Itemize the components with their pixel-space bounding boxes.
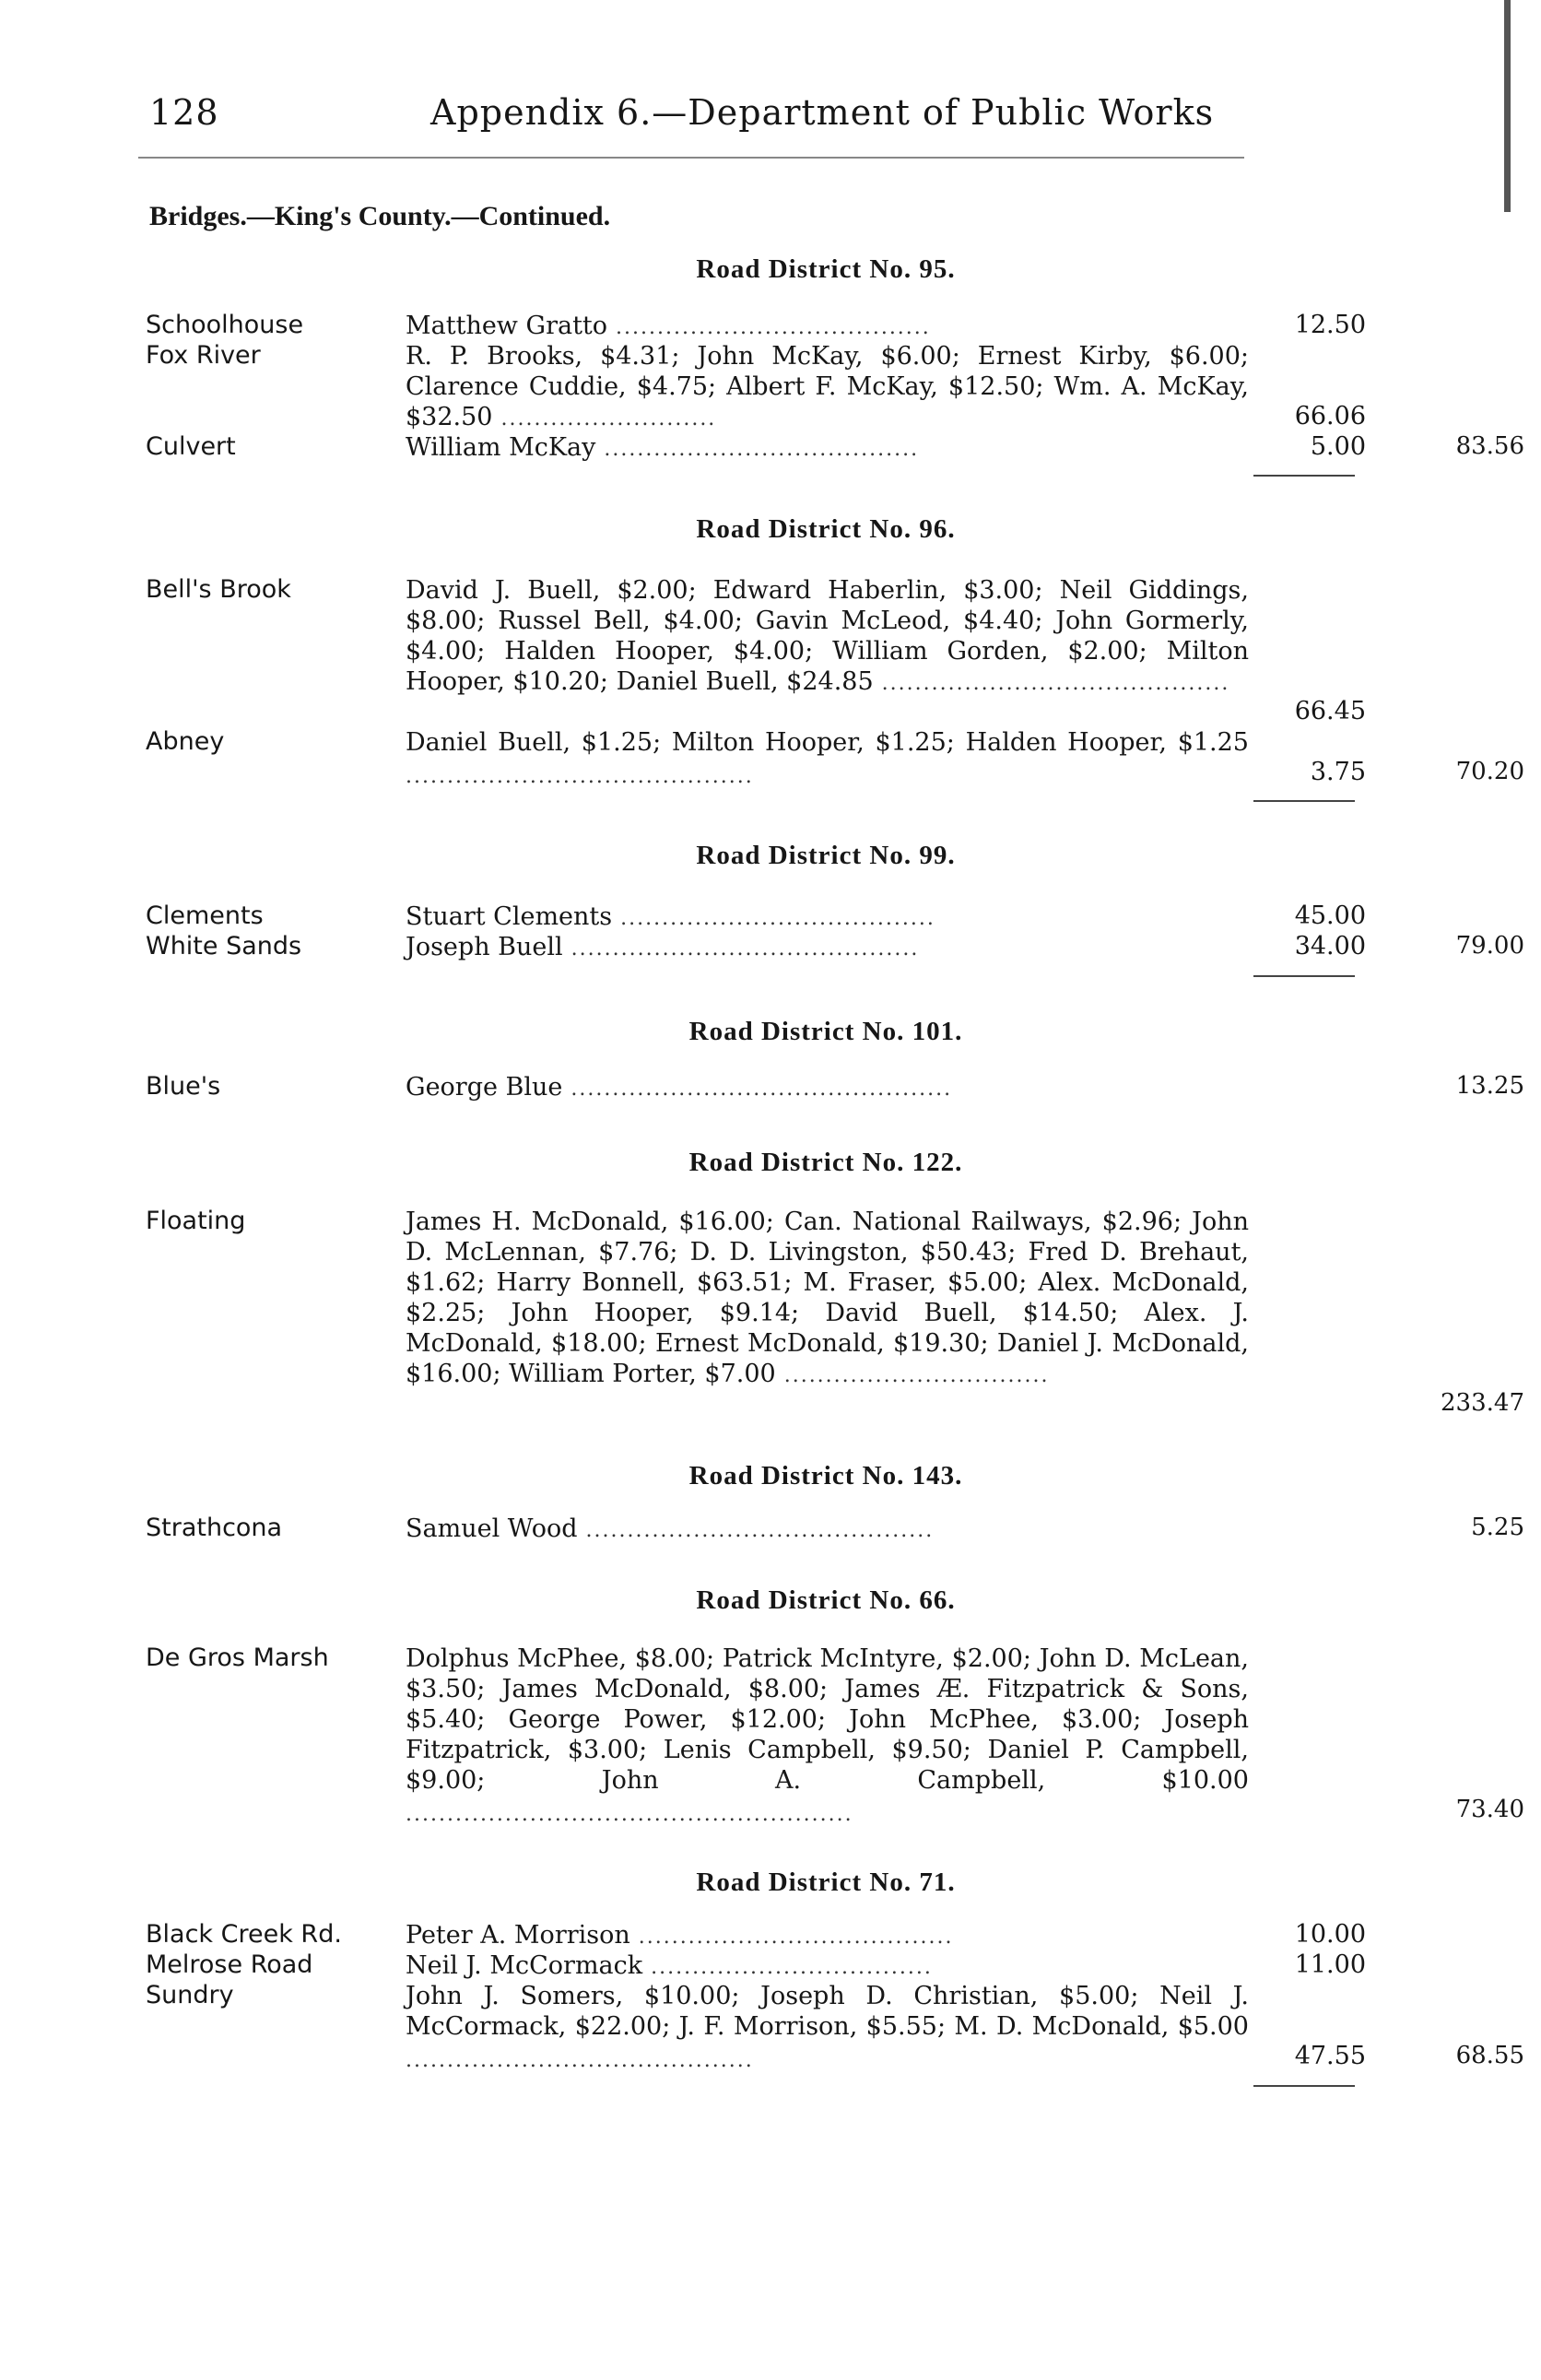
district-heading bbox=[0, 1148, 1541, 1178]
district-title: Road District No. 99. bbox=[696, 841, 956, 870]
dot-leader: .......................................... bbox=[873, 672, 1230, 695]
entry-payee bbox=[406, 1950, 1249, 1983]
entry-payee bbox=[406, 1920, 1249, 1952]
district-total: 70.20 bbox=[1455, 758, 1524, 785]
payee-text: Samuel Wood bbox=[406, 1514, 578, 1543]
entry-amount: 34.00 bbox=[1294, 932, 1366, 960]
entry-place: Floating bbox=[146, 1207, 246, 1235]
dot-leader: .......................................... bbox=[406, 765, 754, 788]
entry-amount: 12.50 bbox=[1294, 311, 1366, 339]
district-title: Road District No. 101. bbox=[688, 1017, 963, 1046]
payee-text: Dolphus McPhee, $8.00; Patrick McIntyre, $2.00; John D. McLean, $3.50; James McDonald, $8.00; James Æ. Fitzpatrick & Sons, $5.40; George Power, $12.00; John McPhee, $3.00; Joseph Fitzpatrick, $3.00; Lenis Campbell, $9.50; Daniel P. Campbell, $9.00; John A. Campbell, $10.00 bbox=[406, 1644, 1249, 1795]
entry-amount: 66.06 bbox=[1294, 402, 1366, 430]
payee-text: John J. Somers, $10.00; Joseph D. Christian, $5.00; Neil J. McCormack, $22.00; J. F. Morrison, $5.55; M. D. McDonald, $5.00 bbox=[406, 1982, 1249, 2041]
payee-text: Matthew Gratto bbox=[406, 312, 608, 340]
entry-payee bbox=[406, 1981, 1249, 2076]
payee-text: Neil J. McCormack bbox=[406, 1951, 643, 1980]
district-heading bbox=[0, 1461, 1541, 1491]
dot-leader: .......................................... bbox=[406, 2049, 754, 2072]
sum-rule bbox=[1253, 2085, 1355, 2087]
section-title: Bridges.—King's County.—Continued. bbox=[149, 201, 611, 231]
entry-amount: 45.00 bbox=[1294, 901, 1366, 930]
district-total: 83.56 bbox=[1455, 432, 1524, 460]
entry-payee bbox=[406, 341, 1249, 434]
dot-leader: .......................... bbox=[492, 407, 717, 430]
payee-text: Joseph Buell bbox=[406, 933, 563, 961]
entry-payee bbox=[406, 727, 1249, 792]
payee-text: James H. McDonald, $16.00; Can. National Railways, $2.96; John D. McLennan, $7.76; D. D. Livingston, $50.43; Fred D. Brehaut, $1.62; Harry Bonnell, $63.51; M. Fraser, $5.00; Alex. McDonald, $2.25; John Hooper, $9.14; David Buell, $14.50; Alex. J. McDonald, $18.00; Ernest McDonald, $19.30; Daniel J. McDonald, $16.00; William Porter, $7.00 bbox=[406, 1208, 1249, 1388]
dot-leader: ...................................... bbox=[629, 1926, 954, 1949]
entry-place: Melrose Road bbox=[146, 1950, 313, 1979]
entry-place: Bell's Brook bbox=[146, 575, 291, 604]
entry-place: Clements bbox=[146, 901, 264, 930]
district-heading bbox=[0, 1017, 1541, 1047]
dot-leader: ...................................... bbox=[595, 438, 920, 461]
district-total: 73.40 bbox=[1455, 1796, 1524, 1823]
sum-rule bbox=[1253, 475, 1355, 477]
entry-payee bbox=[406, 575, 1249, 699]
entry-amount: 5.00 bbox=[1310, 432, 1366, 461]
district-total: 233.47 bbox=[1441, 1389, 1524, 1417]
entry-place: Blue's bbox=[146, 1072, 221, 1101]
header-rule bbox=[138, 157, 1244, 159]
dot-leader: ...................................... bbox=[607, 316, 931, 339]
entry-place: Fox River bbox=[146, 341, 261, 370]
page-number: 128 bbox=[149, 92, 219, 133]
district-total: 13.25 bbox=[1455, 1072, 1524, 1100]
entry-payee bbox=[406, 311, 1249, 343]
entry-payee bbox=[406, 1514, 1249, 1546]
page-title: Appendix 6.—Department of Public Works bbox=[430, 92, 1215, 133]
district-heading bbox=[0, 514, 1541, 545]
district-heading bbox=[0, 254, 1541, 285]
entry-place: White Sands bbox=[146, 932, 302, 960]
dot-leader: .............................................. bbox=[562, 1078, 953, 1101]
district-title: Road District No. 95. bbox=[696, 254, 956, 284]
dot-leader: .......................................... bbox=[562, 937, 920, 960]
entry-payee bbox=[406, 1644, 1249, 1830]
entry-amount: 3.75 bbox=[1310, 758, 1366, 786]
dot-leader: .................................. bbox=[642, 1956, 933, 1979]
entry-payee bbox=[406, 932, 1249, 964]
entry-payee bbox=[406, 1072, 1249, 1104]
district-title: Road District No. 143. bbox=[688, 1461, 963, 1490]
district-title: Road District No. 122. bbox=[688, 1148, 963, 1177]
entry-place: Strathcona bbox=[146, 1514, 283, 1542]
district-title: Road District No. 96. bbox=[696, 514, 956, 544]
entry-amount: 10.00 bbox=[1294, 1920, 1366, 1949]
entry-place: Abney bbox=[146, 727, 225, 756]
dot-leader: ...................................... bbox=[612, 907, 935, 930]
entry-place: Black Creek Rd. bbox=[146, 1920, 342, 1949]
payee-text: Daniel Buell, $1.25; Milton Hooper, $1.25; Halden Hooper, $1.25 bbox=[406, 728, 1249, 757]
payee-text: George Blue bbox=[406, 1073, 563, 1102]
entry-payee bbox=[406, 901, 1249, 934]
scan-edge-shadow bbox=[1504, 0, 1511, 212]
district-total: 68.55 bbox=[1455, 2042, 1524, 2069]
district-heading bbox=[0, 1585, 1541, 1616]
payee-text: R. P. Brooks, $4.31; John McKay, $6.00; Ernest Kirby, $6.00; Clarence Cuddie, $4.75; Albert F. McKay, $12.50; Wm. A. McKay, $32.50 bbox=[406, 342, 1249, 431]
entry-place: Sundry bbox=[146, 1981, 234, 2009]
entry-place: Culvert bbox=[146, 432, 236, 461]
entry-amount: 66.45 bbox=[1294, 697, 1366, 725]
dot-leader: .......................................... bbox=[577, 1519, 935, 1542]
payee-text: Peter A. Morrison bbox=[406, 1921, 630, 1950]
dot-leader: ...................................................... bbox=[406, 1803, 853, 1826]
district-title: Road District No. 66. bbox=[696, 1585, 956, 1615]
district-heading bbox=[0, 841, 1541, 871]
entry-payee bbox=[406, 1207, 1249, 1391]
payee-text: David J. Buell, $2.00; Edward Haberlin, $3.00; Neil Giddings, $8.00; Russel Bell, $4.00; Gavin McLeod, $4.40; John Gormerly, $4.00; Halden Hooper, $4.00; William Gorden, $2.00; Milton Hooper, $10.20; Daniel Buell, $24.85 bbox=[406, 576, 1249, 696]
entry-place: De Gros Marsh bbox=[146, 1644, 329, 1672]
district-total: 5.25 bbox=[1471, 1514, 1524, 1541]
entry-payee bbox=[406, 432, 1249, 465]
district-heading bbox=[0, 1867, 1541, 1898]
entry-place: Schoolhouse bbox=[146, 311, 304, 339]
entry-amount: 11.00 bbox=[1294, 1950, 1366, 1979]
dot-leader: ................................ bbox=[775, 1364, 1050, 1387]
sum-rule bbox=[1253, 800, 1355, 802]
payee-text: Stuart Clements bbox=[406, 902, 613, 931]
district-total: 79.00 bbox=[1455, 932, 1524, 960]
sum-rule bbox=[1253, 975, 1355, 977]
district-title: Road District No. 71. bbox=[696, 1867, 956, 1897]
entry-amount: 47.55 bbox=[1294, 2042, 1366, 2070]
payee-text: William McKay bbox=[406, 433, 596, 462]
